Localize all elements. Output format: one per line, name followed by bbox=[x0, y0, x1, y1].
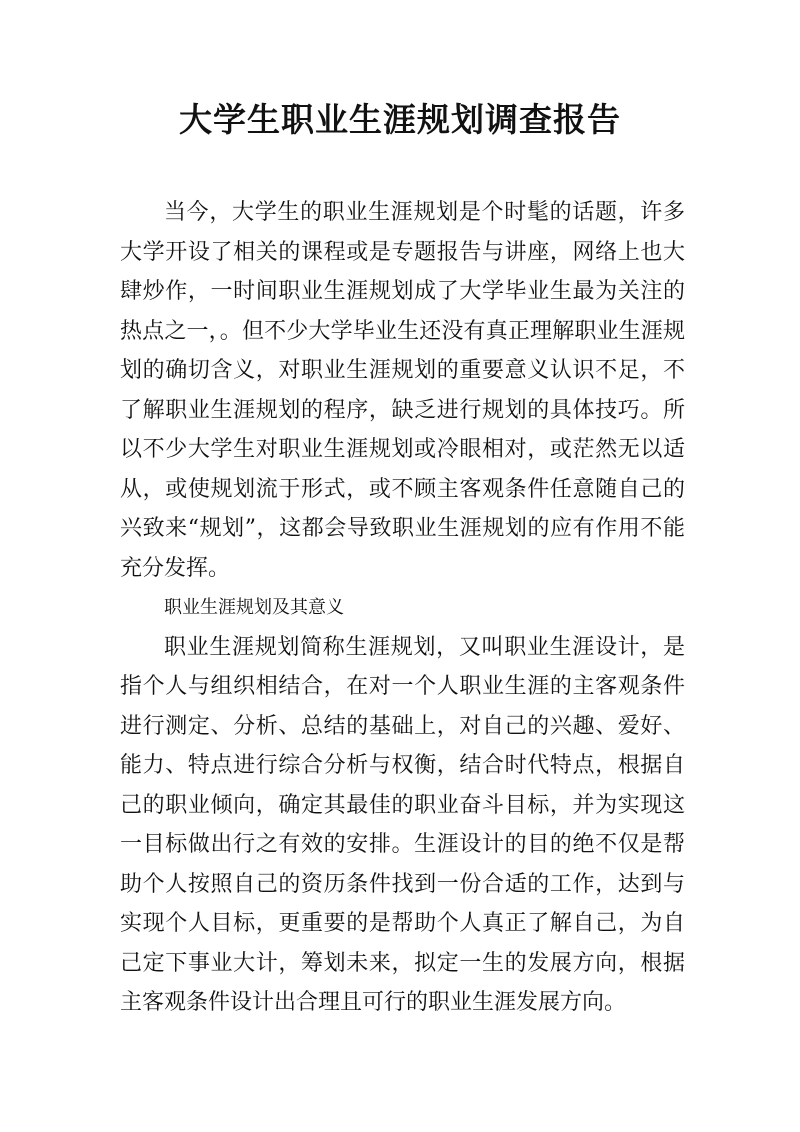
section-paragraph: 职业生涯规划简称生涯规划，又叫职业生涯设计，是指个人与组织相结合，在对一个人职业生涯的主客观条件进行测定、分析、总结的基础上，对自己的兴趣、爱好、能力、特点进行综合分析与权衡，结合时代特点，根据自己的职业倾向，确定其最佳的职业奋斗目标，并为实现这一目标做出行之有效的安排。生涯设计的目的绝不仅是帮助个人按照自己的资历条件找到一份合适的工作，达到与实现个人目标，更重要的是帮助个人真正了解自己，为自己定下事业大计，筹划未来，拟定一生的发展方向，根据主客观条件设计出合理且可行的职业生涯发展方向。 bbox=[120, 634, 685, 1015]
document-body bbox=[120, 193, 685, 1023]
document-title: 大学生职业生涯规划调查报告 bbox=[179, 100, 621, 139]
intro-paragraph: 当今，大学生的职业生涯规划是个时髦的话题，许多大学开设了相关的课程或是专题报告与讲座，网络上也大肆炒作，一时间职业生涯规划成了大学毕业生最为关注的热点之一，。但不少大学毕业生还没有真正理解职业生涯规划的确切含义，对职业生涯规划的重要意义认识不足，不了解职业生涯规划的程序，缺乏进行规划的具体技巧。所以不少大学生对职业生涯规划或冷眼相对，或茫然无以适从，或使规划流于形式，或不顾主客观条件任意随自己的兴致来“规划”，这都会导致职业生涯规划的应有作用不能充分发挥。 bbox=[120, 200, 685, 581]
section-heading: 职业生涯规划及其意义 bbox=[164, 597, 344, 618]
